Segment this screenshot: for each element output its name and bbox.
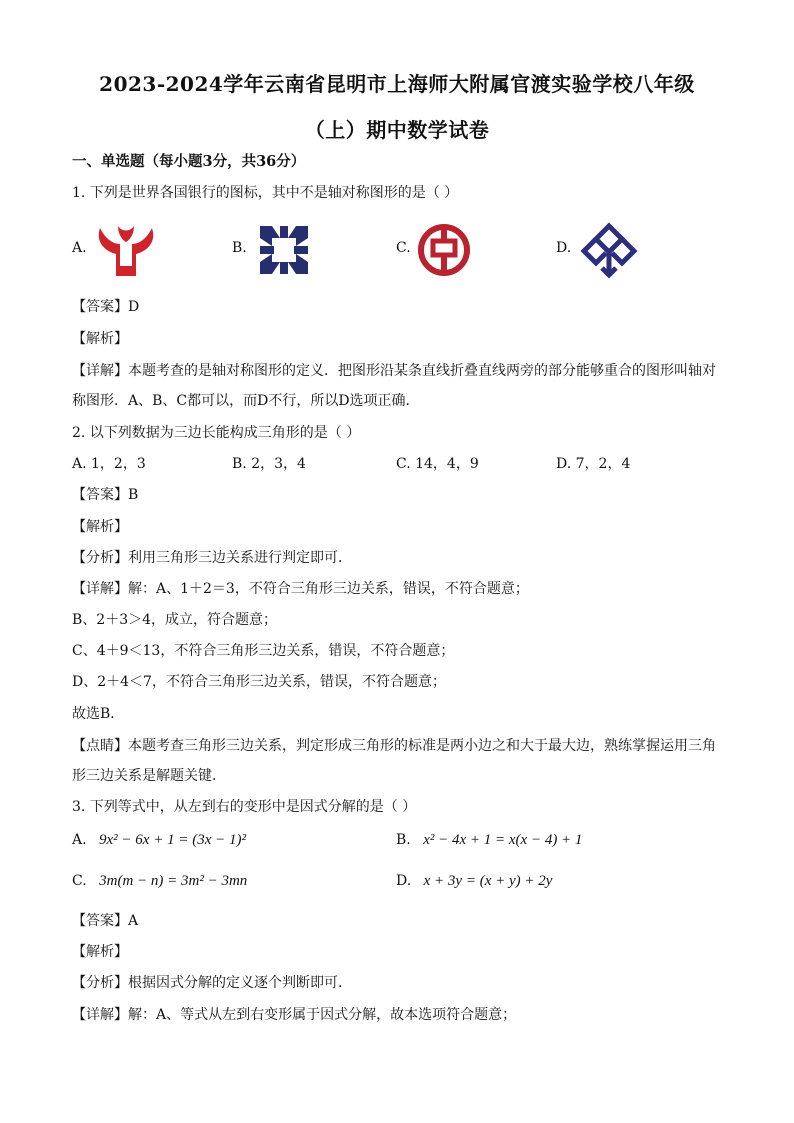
- q3-option-b-expr: x² − 4x + 1 = x(x − 4) + 1: [423, 832, 583, 848]
- q3-option-b: [396, 832, 582, 849]
- q2-fenxi: 【分析】利用三角形三边关系进行判定即可．: [72, 550, 352, 566]
- q3-option-a-expr: 9x² − 6x + 1 = (3x − 1)²: [99, 832, 246, 848]
- q2-dianjing-1: 【点睛】本题考查三角形三边关系，判定形成三角形的标准是两小边之和大于最大边，熟练掌握运用三角: [72, 738, 716, 754]
- section-heading: 一、单选题（每小题3分，共36分）: [72, 153, 306, 170]
- page-title-line2: （上）期中数学试卷: [304, 118, 490, 142]
- q3-option-b-label: B.: [396, 832, 411, 848]
- bank-logo-c-icon: [416, 222, 472, 278]
- q2-option-b: B. 2，3，4: [232, 456, 306, 472]
- q1-answer: 【答案】D: [72, 299, 140, 315]
- q3-option-c-label: C.: [72, 873, 87, 889]
- q3-option-a: [72, 832, 246, 849]
- bank-logo-d-icon: [578, 220, 640, 280]
- q1-analysis: 【解析】: [72, 331, 128, 347]
- q2-detail-1: 【详解】解：A、1＋2＝3，不符合三角形三边关系，错误，不符合题意；: [72, 581, 529, 597]
- q3-option-a-label: A.: [72, 832, 87, 848]
- q3-fenxi: 【分析】根据因式分解的定义逐个判断即可．: [72, 975, 352, 991]
- q2-dianjing-2: 形三边关系是解题关键．: [72, 768, 226, 784]
- q2-stem: 2. 以下列数据为三边长能构成三角形的是（ ）: [72, 425, 361, 441]
- q2-answer: 【答案】B: [72, 487, 139, 503]
- q2-analysis: 【解析】: [72, 519, 128, 535]
- bank-logo-a-icon: [94, 222, 158, 280]
- q2-option-c: C. 14，4，9: [396, 456, 479, 472]
- q2-detail-3: C、4＋9＜13，不符合三角形三边关系，错误，不符合题意；: [72, 643, 455, 659]
- q3-option-d: [396, 873, 552, 890]
- q1-detail-2: 称图形．A、B、C都可以，而D不行，所以D选项正确．: [72, 393, 420, 409]
- q3-option-c: [72, 873, 247, 890]
- q3-answer: 【答案】A: [72, 913, 139, 929]
- q2-option-a: A. 1，2，3: [72, 456, 146, 472]
- q2-detail-4: D、2＋4＜7，不符合三角形三边关系，错误，不符合题意；: [72, 674, 446, 690]
- q1-option-d-label: D.: [556, 240, 572, 256]
- q1-option-b-label: B.: [232, 240, 247, 256]
- q1-option-a-label: A.: [72, 240, 87, 256]
- q2-option-d: D. 7，2，4: [556, 456, 631, 472]
- q2-conclusion: 故选B．: [72, 706, 125, 722]
- q2-detail-2: B、2＋3＞4，成立，符合题意；: [72, 612, 278, 628]
- q3-detail-1: 【详解】解：A、等式从左到右变形属于因式分解，故本选项符合题意；: [72, 1007, 517, 1023]
- q3-stem: 3. 下列等式中，从左到右的变形中是因式分解的是（ ）: [72, 799, 417, 815]
- bank-logo-b-icon: [256, 222, 312, 278]
- q3-option-d-label: D.: [396, 873, 412, 889]
- q1-stem: 1. 下列是世界各国银行的图标，其中不是轴对称图形的是（ ）: [72, 185, 459, 201]
- q3-option-c-expr: 3m(m − n) = 3m² − 3mn: [99, 873, 248, 889]
- q1-option-c-label: C.: [396, 240, 411, 256]
- q1-detail-1: 【详解】本题考查的是轴对称图形的定义．把图形沿某条直线折叠直线两旁的部分能够重合的图形叫轴对: [72, 363, 716, 379]
- q3-option-d-expr: x + 3y = (x + y) + 2y: [423, 873, 553, 889]
- q3-analysis: 【解析】: [72, 944, 128, 960]
- page-title-line1: 2023-2024学年云南省昆明市上海师大附属官渡实验学校八年级: [99, 72, 695, 96]
